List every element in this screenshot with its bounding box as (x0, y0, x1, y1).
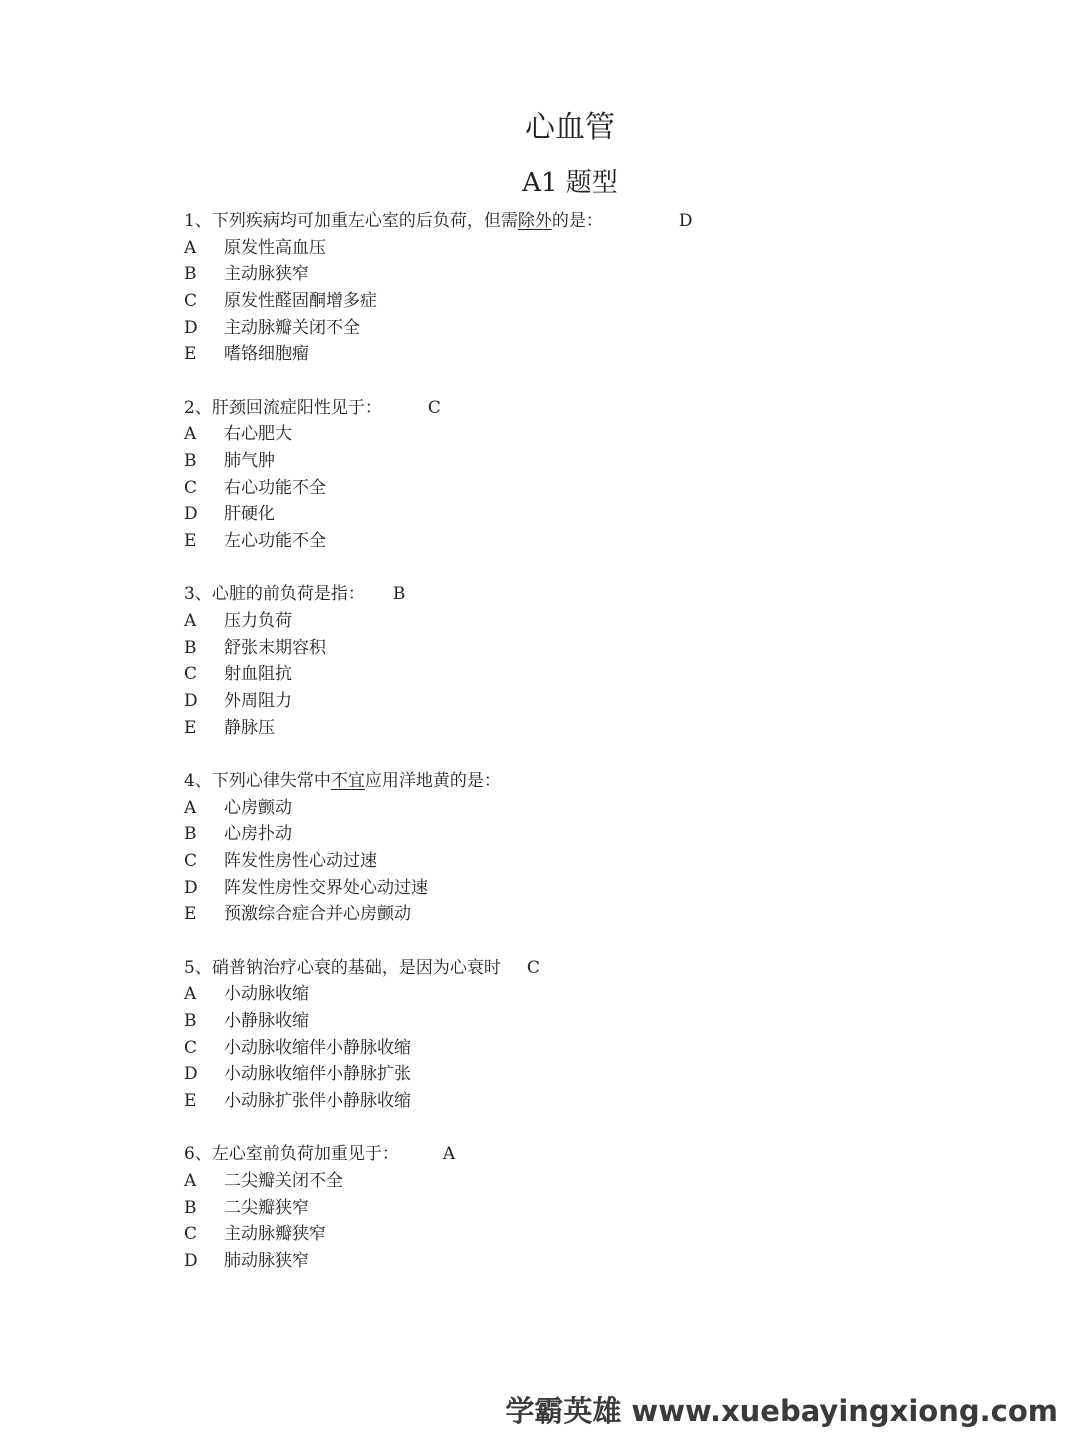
option (184, 1195, 1004, 1222)
option-text: 嗜铬细胞瘤 (224, 344, 309, 365)
option-text: 静脉压 (224, 717, 275, 738)
option-letter: D (184, 691, 198, 711)
option-text: 二尖瓣关闭不全 (224, 1170, 343, 1191)
option-text: 肺气肿 (224, 451, 275, 471)
option (184, 421, 1004, 448)
option (184, 1221, 1004, 1248)
option (184, 475, 1004, 502)
option-letter: E (184, 344, 197, 365)
option-text: 预激综合症合并心房颤动 (224, 904, 411, 925)
option-letter: C (184, 477, 198, 498)
option-text: 舒张末期容积 (224, 637, 326, 658)
option-text: 小动脉收缩伴小静脉扩张 (224, 1064, 411, 1085)
option (184, 1248, 1004, 1275)
option-letter: C (184, 850, 198, 871)
option-text: 原发性高血压 (224, 237, 326, 258)
option-letter: E (184, 531, 197, 552)
option-text: 肝硬化 (224, 504, 275, 525)
option-text: 主动脉瓣狭窄 (224, 1224, 326, 1245)
option (184, 288, 1004, 315)
option-letter: C (184, 1224, 198, 1245)
question (184, 768, 1004, 928)
question-stem (184, 768, 1004, 795)
option-text: 小动脉收缩伴小静脉收缩 (224, 1037, 411, 1058)
option (184, 1088, 1004, 1115)
option-text: 主动脉狭窄 (224, 264, 309, 285)
option-letter: B (184, 264, 197, 285)
option-letter: C (184, 664, 198, 685)
question-stem (184, 1141, 1004, 1168)
option-text: 压力负荷 (224, 610, 292, 631)
option (184, 235, 1004, 262)
question-text-tail: 的是： (551, 211, 603, 231)
option-letter: D (184, 504, 198, 525)
question-number: 4、 (184, 770, 212, 791)
question-list (184, 208, 1004, 1301)
option-letter: B (184, 451, 197, 471)
option-text: 肺动脉狭窄 (224, 1250, 309, 1271)
option-text: 左心功能不全 (224, 531, 326, 552)
option-text: 小动脉扩张伴小静脉收缩 (224, 1090, 411, 1111)
underlined-keyword: 除外 (517, 211, 552, 231)
question (184, 208, 1004, 368)
option-text: 二尖瓣狭窄 (224, 1197, 309, 1218)
option-letter: E (184, 717, 197, 738)
option-text: 心房颤动 (224, 797, 292, 818)
question (184, 395, 1004, 555)
underlined-keyword: 不宜 (330, 770, 365, 791)
option (184, 661, 1004, 688)
option-letter: E (184, 1090, 197, 1111)
option-letter: A (184, 797, 197, 818)
option-letter: C (184, 1037, 198, 1058)
question (184, 955, 1004, 1115)
answer-key: C (427, 397, 441, 418)
answer-key: C (526, 957, 540, 978)
question-number: 6、 (184, 1144, 212, 1165)
option-letter: B (184, 1197, 197, 1218)
site-watermark: 学霸英雄 www.xuebayingxiong.com (505, 1394, 1058, 1428)
question-text: 下列心律失常中 (211, 770, 331, 791)
question-stem (184, 208, 1004, 235)
option-letter: D (184, 317, 198, 338)
option-letter: D (184, 1064, 198, 1085)
option-letter: D (184, 877, 198, 898)
option-text: 小静脉收缩 (224, 1010, 309, 1031)
question-number: 2、 (184, 397, 212, 418)
option (184, 688, 1004, 715)
question-number: 5、 (184, 957, 212, 978)
question-text: 心脏的前负荷是指： (211, 584, 365, 605)
page-title: 心血管 (525, 110, 615, 145)
option-text: 主动脉瓣关闭不全 (224, 317, 360, 338)
question (184, 581, 1004, 741)
option (184, 1008, 1004, 1035)
question-text: 肝颈回流症阳性见于： (211, 397, 382, 418)
question-number: 1、 (184, 211, 212, 231)
question-number: 3、 (184, 584, 212, 605)
question-stem (184, 955, 1004, 982)
answer-key: A (442, 1144, 456, 1165)
option (184, 875, 1004, 902)
question-text: 硝普钠治疗心衰的基础，是因为心衰时 (211, 957, 501, 978)
question-text-tail: 应用洋地黄的是： (364, 770, 501, 791)
option (184, 795, 1004, 822)
option-letter: A (184, 984, 197, 1005)
option-text: 外周阻力 (224, 691, 292, 711)
option-text: 右心肥大 (224, 424, 292, 445)
option-letter: E (184, 904, 197, 925)
option-letter: A (184, 424, 197, 445)
option-text: 心房扑动 (224, 824, 292, 845)
option-letter: D (184, 1250, 198, 1271)
option (184, 821, 1004, 848)
option (184, 448, 1004, 475)
question-stem (184, 395, 1004, 422)
option (184, 1168, 1004, 1195)
option (184, 341, 1004, 368)
option (184, 528, 1004, 555)
option-letter: B (184, 637, 197, 658)
option-letter: B (184, 1010, 197, 1031)
question-stem (184, 581, 1004, 608)
option (184, 901, 1004, 928)
option (184, 501, 1004, 528)
option-text: 射血阻抗 (224, 664, 292, 685)
option (184, 261, 1004, 288)
option (184, 981, 1004, 1008)
question (184, 1141, 1004, 1274)
option (184, 1061, 1004, 1088)
answer-key: D (678, 211, 693, 231)
answer-key: B (392, 584, 406, 605)
option-text: 右心功能不全 (224, 477, 326, 498)
option-letter: B (184, 824, 197, 845)
option (184, 848, 1004, 875)
option (184, 715, 1004, 742)
option-letter: C (184, 291, 198, 312)
option-letter: A (184, 237, 197, 258)
option-text: 阵发性房性交界处心动过速 (224, 877, 428, 898)
option-text: 阵发性房性心动过速 (224, 850, 377, 871)
option (184, 608, 1004, 635)
section-title: A1 题型 (522, 168, 618, 198)
option (184, 1035, 1004, 1062)
option-letter: A (184, 610, 197, 631)
question-text: 下列疾病均可加重左心室的后负荷，但需 (211, 211, 518, 231)
question-text: 左心室前负荷加重见于： (211, 1144, 399, 1165)
option (184, 635, 1004, 662)
option-text: 原发性醛固酮增多症 (224, 291, 377, 312)
option-text: 小动脉收缩 (224, 984, 309, 1005)
option-letter: A (184, 1170, 197, 1191)
option (184, 315, 1004, 342)
